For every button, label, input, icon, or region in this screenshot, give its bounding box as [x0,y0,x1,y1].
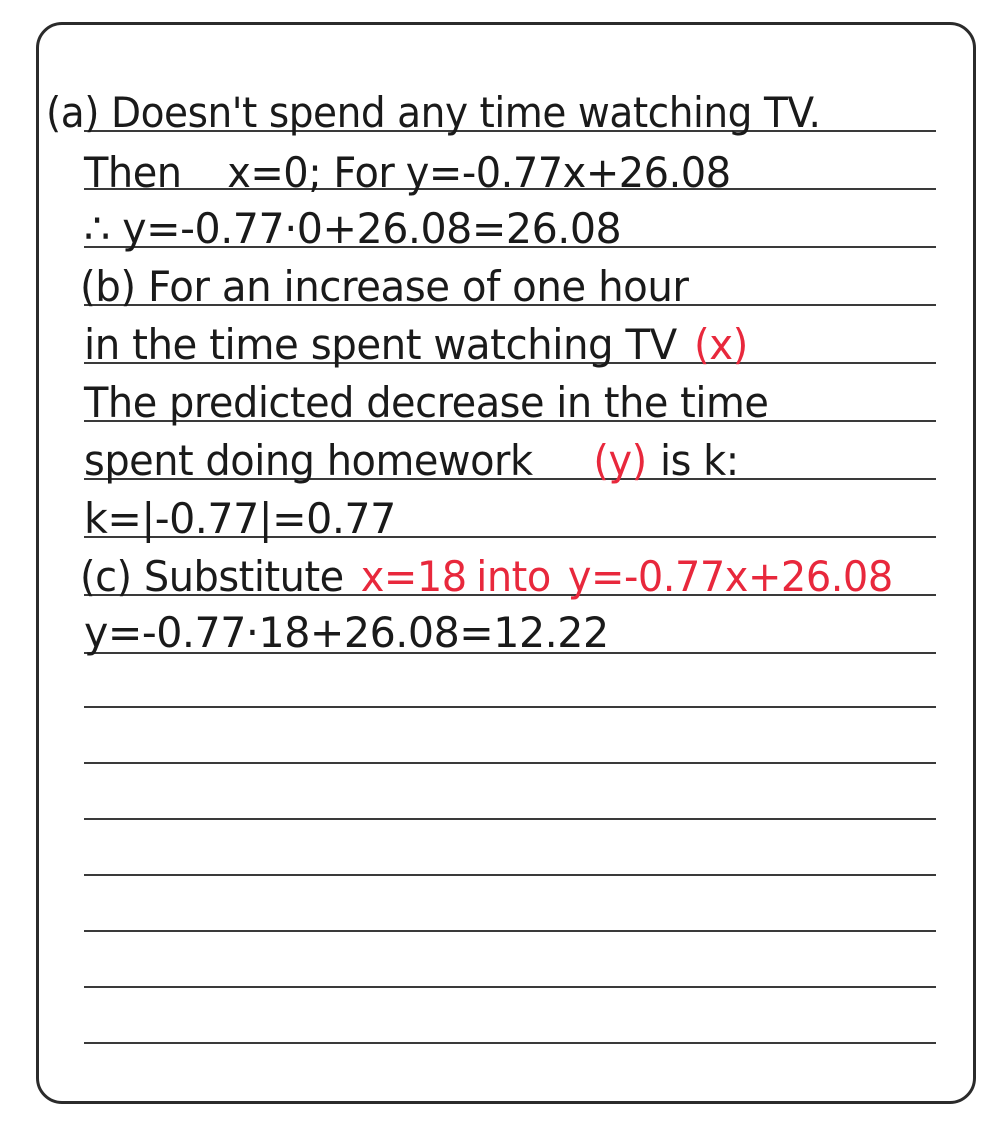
part-a-line-2 [84,148,901,197]
regression-equation: y=-0.77x+26.08 [405,148,731,197]
into-text: into [476,552,551,601]
part-a-line-1: (a) Doesn't spend any time watching TV. [46,88,821,137]
substitute-text: (c) Substitute [80,552,344,601]
ruled-line [84,818,936,820]
part-b-line-5: k=|-0.77|=0.77 [84,494,396,543]
ruled-line [84,762,936,764]
substitution-equation: y=-0.77x+26.08 [567,552,893,601]
part-b-line-1: (b) For an increase of one hour [80,262,689,311]
ruled-line [84,1042,936,1044]
part-b-line-4 [84,436,901,485]
part-b-line-2 [84,320,910,369]
ruled-line [84,986,936,988]
part-c-line-1 [80,552,897,601]
ruled-line [84,930,936,932]
ruled-line [84,706,936,708]
time-spent-text: in the time spent watching TV [84,320,677,369]
ruled-line [84,874,936,876]
then-text: Then [84,148,182,197]
x-variable-label: (x) [694,320,748,369]
part-c-line-2: y=-0.77·18+26.08=12.22 [84,608,609,657]
homework-text: spent doing homework [84,436,533,485]
part-a-line-3: ∴ y=-0.77·0+26.08=26.08 [84,204,622,253]
x-equals-18: x=18 [360,552,467,601]
is-k-text: is k: [660,436,739,485]
x-equals-zero: x=0 [227,148,309,197]
y-variable-label: (y) [593,436,647,485]
part-b-line-3: The predicted decrease in the time [84,378,769,427]
for-text: ; For [308,148,395,197]
